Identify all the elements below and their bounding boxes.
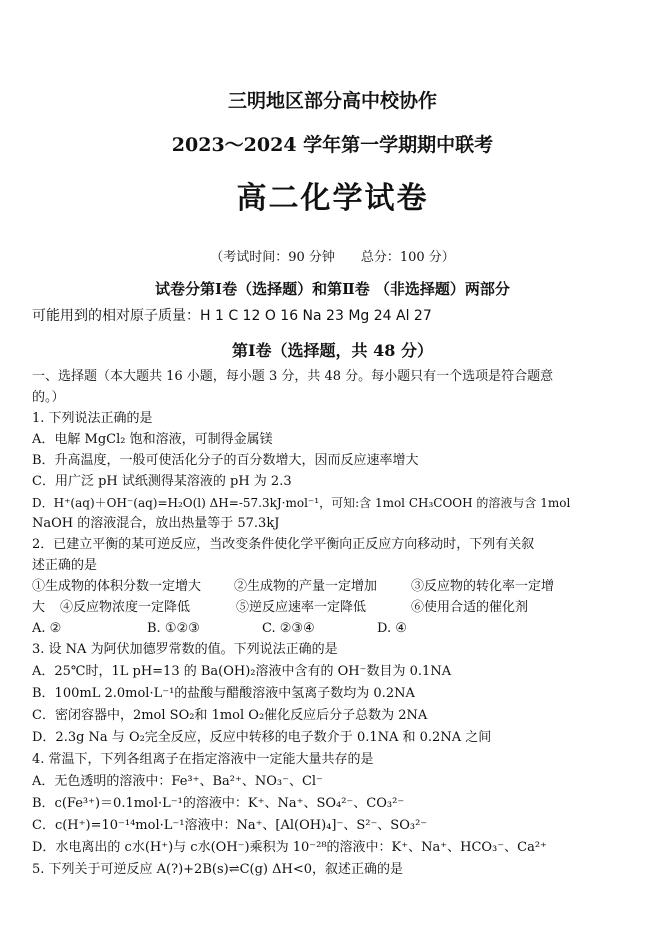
q2-option-c: C. ②③④	[262, 621, 315, 636]
q3-option-d: D．2.3g Na 与 O₂完全反应，反应中转移的电子数介于 0.1NA 和 0.2NA 之间	[32, 730, 492, 745]
exam-title: 2023～2024 学年第一学期期中联考	[171, 134, 494, 156]
q1-option-b: B．升高温度，一般可使活化分子的百分数增大，因而反应速率增大	[32, 453, 419, 468]
q4-option-d: D．水电离出的 c水(H⁺)与 c水(OH⁻)乘积为 10⁻²⁸的溶液中：K⁺、Na⁺、HCO₃⁻、Ca²⁺	[32, 840, 547, 855]
section-intro-line1: 一、选择题（本大题共 16 小题，每小题 3 分，共 48 分。每小题只有一个选项是符合题意	[32, 369, 554, 384]
q2-stem-line2: 述正确的是	[32, 558, 98, 573]
q2-option-a: A. ②	[32, 621, 62, 636]
section-intro-line2: 的。）	[32, 390, 65, 405]
q2-option-d: D. ④	[377, 621, 407, 636]
exam-time-info: （考试时间：90 分钟 总分：100 分）	[210, 250, 455, 265]
q2-stem-line1: 2．已建立平衡的某可逆反应，当改变条件使化学平衡向正反应方向移动时，下列有关叙	[32, 537, 535, 552]
structure-note: 试卷分第Ⅰ卷（选择题）和第Ⅱ卷 （非选择题）两部分	[155, 280, 510, 298]
q1-option-a: A．电解 MgCl₂ 饱和溶液，可制得金属镁	[32, 432, 273, 447]
q3-option-b: B．100mL 2.0mol·L⁻¹的盐酸与醋酸溶液中氢离子数均为 0.2NA	[32, 686, 415, 701]
q2-items-line1	[32, 579, 554, 595]
q4-option-c: C．c(H⁺)=10⁻¹⁴mol·L⁻¹溶液中：Na⁺、[Al(OH)₄]⁻、S²⁻、SO₃²⁻	[32, 818, 428, 833]
q2-item-4: ④反应物浓度一定降低	[60, 600, 191, 615]
q1-option-c: C．用广泛 pH 试纸测得某溶液的 pH 为 2.3	[32, 474, 292, 489]
q3-stem: 3. 设 NA 为阿伏加德罗常数的值。下列说法正确的是	[32, 642, 338, 657]
org-title: 三明地区部分高中校协作	[227, 90, 437, 112]
part1-title: 第Ⅰ卷（选择题，共 48 分）	[232, 341, 433, 360]
q1-stem: 1. 下列说法正确的是	[32, 411, 153, 426]
q5-stem: 5. 下列关于可逆反应 A(?)+2B(s)⇌C(g) ΔH<0，叙述正确的是	[32, 862, 404, 877]
q2-item-3-cont: 大	[32, 600, 46, 615]
q2-item-1: ①生成物的体积分数一定增大	[32, 579, 202, 594]
q2-item-3: ③反应物的转化率一定增	[411, 579, 555, 594]
q2-item-6: ⑥使用合适的催化剂	[411, 600, 529, 615]
q3-option-a: A．25℃时，1L pH=13 的 Ba(OH)₂溶液中含有的 OH⁻数目为 0.1NA	[32, 664, 452, 679]
q2-option-b: B. ①②③	[147, 621, 200, 636]
q1-option-d-line1: D．H⁺(aq)＋OH⁻(aq)=H₂O(l) ΔH=-57.3kJ·mol⁻¹，可知:含 1mol CH₃COOH 的溶液与含 1mol	[32, 496, 571, 510]
q2-answer-options	[32, 621, 407, 637]
q4-option-a: A．无色透明的溶液中：Fe³⁺、Ba²⁺、NO₃⁻、Cl⁻	[32, 774, 323, 789]
q2-item-5: ⑤逆反应速率一定降低	[236, 600, 367, 615]
q2-item-2: ②生成物的产量一定增加	[234, 579, 378, 594]
q3-option-c: C．密闭容器中，2mol SO₂和 1mol O₂催化反应后分子总数为 2NA	[32, 708, 428, 723]
q4-option-b: B．c(Fe³⁺)＝0.1mol·L⁻¹的溶液中：K⁺、Na⁺、SO₄²⁻、CO₃²⁻	[32, 796, 405, 811]
q1-option-d-line2: NaOH 的溶液混合，放出热量等于 57.3kJ	[32, 516, 280, 531]
q2-items-line2	[32, 600, 528, 616]
q4-stem: 4. 常温下，下列各组离子在指定溶液中一定能大量共存的是	[32, 752, 374, 767]
subject-title: 高二化学试卷	[236, 181, 429, 216]
atomic-masses: 可能用到的相对原子质量：H 1 C 12 O 16 Na 23 Mg 24 Al 27	[32, 308, 432, 324]
